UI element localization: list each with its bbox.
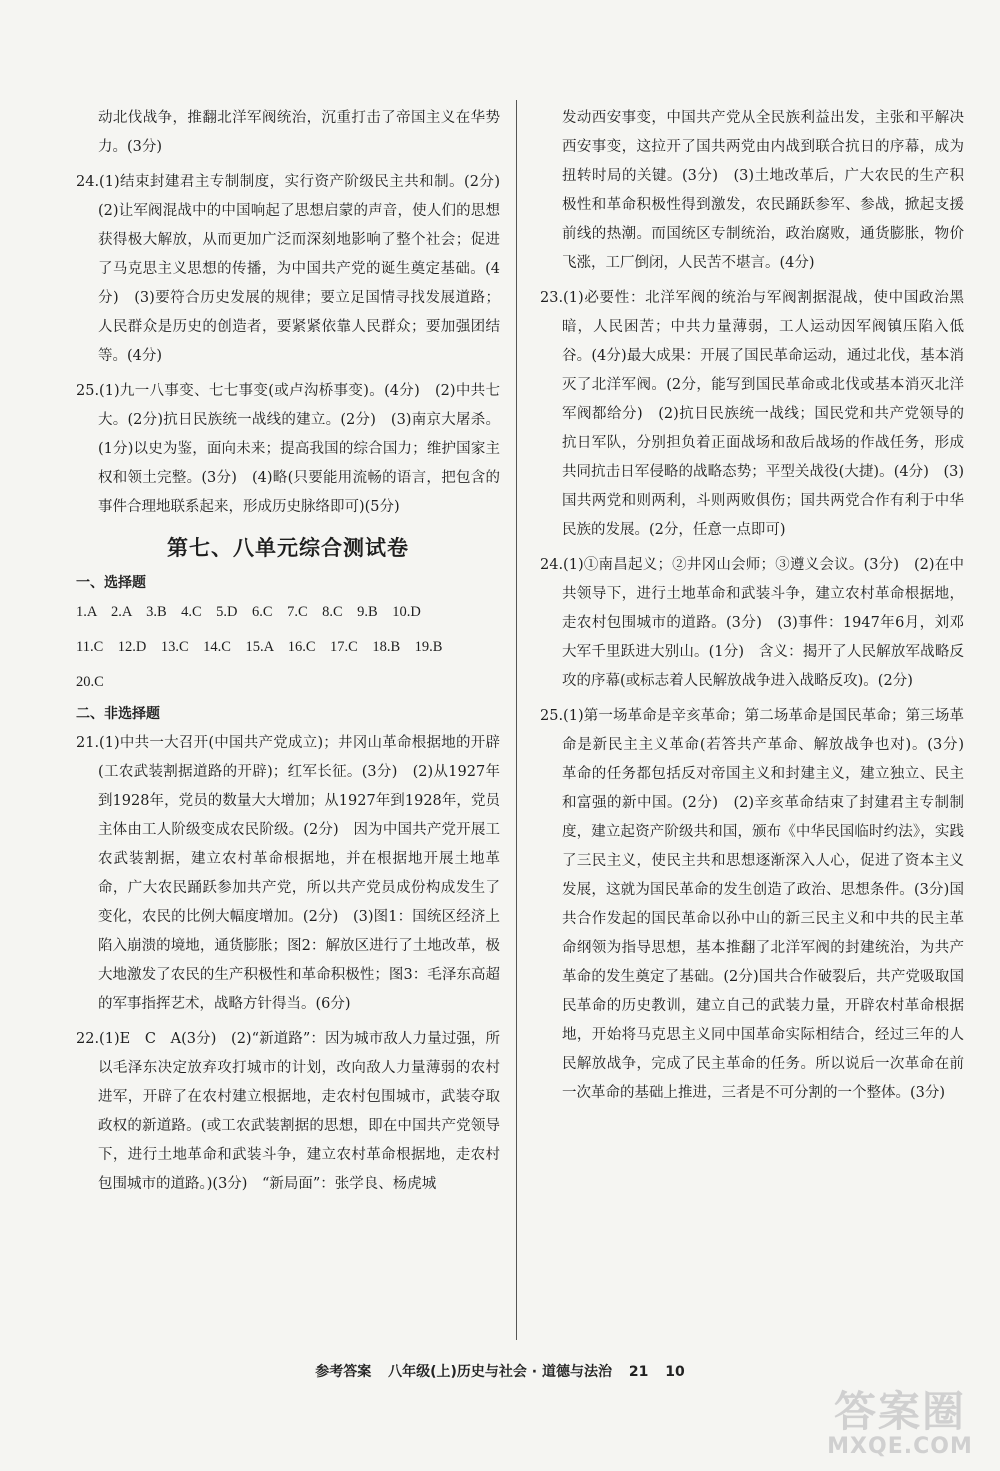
answer-22-continuation: 发动西安事变，中国共产党从全民族利益出发，主张和平解决西安事变，这拉开了国共两党由内战到联合抗日的序幕，成为扭转时局的关键。(3分) (3)土地改革后，广大农民的生产积极性和革命积极性得到激发，农民踊跃参军、参战，掀起支援前线的热潮。而国统区专制统治，政治腐败，通货膨胀，物价飞涨，工厂倒闭，人民苦不堪言。(4分) [562,110,964,271]
left-column [76,104,515,1205]
footer-code: 21 [628,1364,649,1380]
heading-nonchoice: 二、非选择题 [76,706,160,722]
choice-answers-line-2: 11.C 12.D 13.C 14.C 15.A 16.C 17.C 18.B 19.B [76,639,443,655]
watermark-logo [820,1387,980,1459]
heading-choice: 一、选择题 [76,575,146,591]
answer-24-unit78: 24.(1)①南昌起义；②井冈山会师；③遵义会议。(3分) (2)在中共领导下，进行土地革命和武装斗争，建立农村革命根据地，走农村包围城市的道路。(3分) (3)事件：1947年6月，刘邓大军千里跃进大别山。(1分) 含义：揭开了人民解放军战略反攻的序幕(或标志着人民解放战争进入战略反攻)。(2分) [540,557,964,689]
answer-24: 24.(1)结束封建君主专制制度，实行资产阶级民主共和制。(2分) (2)让军阀混战中的中国响起了思想启蒙的声音，使人们的思想获得极大解放，从而更加广泛而深刻地影响了整个社会；促进了马克思主义思想的传播，为中国共产党的诞生奠定基础。(4分) (3)要符合历史发展的规律；要立足国情寻找发展道路；人民群众是历史的创造者，要紧紧依靠人民群众；要加强团结等。(4分) [76,174,515,364]
answer-21: 21.(1)中共一大召开(中国共产党成立)；井冈山革命根据地的开辟(工农武装割据道路的开辟)；红军长征。(3分) (2)从1927年到1928年，党员的数量大大增加；从1927年到1928年，党员主体由工人阶级变成农民阶级。(2分) 因为中国共产党开展工农武装割据，建立农村革命根据地，并在根据地开展土地革命，广大农民踊跃参加共产党，所以共产党员成份构成发生了变化，农民的比例大幅度增加。(2分) (3)图1：国统区经济上陷入崩溃的境地，通货膨胀；图2：解放区进行了土地改革，极大地激发了农民的生产积极性和革命积极性；图3：毛泽东高超的军事指挥艺术，战略方针得当。(6分) [76,735,500,1012]
right-column [540,104,979,1114]
answer-continuation: 动北伐战争，推翻北洋军阀统治，沉重打击了帝国主义在华势力。(3分) [98,110,500,155]
section-title: 第七、八单元综合测试卷 [167,536,409,560]
choice-answers-line-3: 20.C [76,674,104,690]
answer-25: 25.(1)九一八事变、七七事变(或卢沟桥事变)。(4分) (2)中共七大。(2分)抗日民族统一战线的建立。(2分) (3)南京大屠杀。(1分)以史为鉴，面向未来；提高我国的综合国力；维护国家主权和领土完整。(3分) (4)略(只要能用流畅的语言，把包含的事件合理地联系起来，形成历史脉络即可)(5分) [76,383,500,515]
watermark-badge: 答案圈 [833,1387,966,1436]
footer-subject: 八年级(上)历史与社会 · 道德与法治 [388,1364,613,1380]
footer-label: 参考答案 [315,1364,372,1380]
answer-22: 22.(1)E C A(3分) (2)“新道路”：因为城市敌人力量过强，所以毛泽东决定放弃攻打城市的计划，改向敌人力量薄弱的农村进军，开辟了在农村建立根据地，走农村包围城市，武装夺取政权的新道路。(或工农武装割据的思想，即在中国共产党领导下，进行土地革命和武装斗争，建立农村革命根据地，走农村包围城市的道路。)(3分) “新局面”：张学良、杨虎城 [76,1031,500,1192]
page-footer [0,1361,1000,1381]
answer-25-unit78: 25.(1)第一场革命是辛亥革命；第二场革命是国民革命；第三场革命是新民主主义革命(若答共产革命、解放战争也对)。(3分) 革命的任务都包括反对帝国主义和封建主义，建立独立、民主和富强的新中国。(2分) (2)辛亥革命结束了封建君主专制制度，建立起资产阶级共和国，颁布《中华民国临时约法》，实践了三民主义，使民主共和思想逐渐深入人心，促进了资本主义发展，这就为国民革命的发生创造了政治、思想条件。(3分)国共合作发起的国民革命以孙中山的新三民主义和中共的民主革命纲领为指导思想，基本推翻了北洋军阀的封建统治，为共产革命的发生奠定了基础。(2分)国共合作破裂后，共产党吸取国民革命的历史教训，建立自己的武装力量，开辟农村革命根据地，开始将马克思主义同中国革命实际相结合，经过三年的人民解放战争，完成了民主革命的任务。所以说后一次革命在前一次革命的基础上推进，三者是不可分割的一个整体。(3分) [540,708,979,1101]
column-divider [516,100,517,1340]
footer-page-number: 10 [665,1364,685,1380]
answer-23: 23.(1)必要性：北洋军阀的统治与军阀割据混战，使中国政治黑暗，人民困苦；中共力量薄弱，工人运动因军阀镇压陷入低谷。(4分)最大成果：开展了国民革命运动，通过北伐，基本消灭了北洋军阀。(2分，能写到国民革命或北伐或基本消灭北洋军阀都给分) (2)抗日民族统一战线；国民党和共产党领导的抗日军队，分别担负着正面战场和敌后战场的作战任务，形成共同抗击日军侵略的战略态势；平型关战役(大捷)。(4分) (3)国共两党和则两利，斗则两败俱伤；国共两党合作有利于中华民族的发展。(2分，任意一点即可) [540,290,964,538]
choice-answers-line-1: 1.A 2.A 3.B 4.C 5.D 6.C 7.C 8.C 9.B 10.D [76,604,421,620]
watermark-url: MXQE.COM [827,1434,973,1459]
